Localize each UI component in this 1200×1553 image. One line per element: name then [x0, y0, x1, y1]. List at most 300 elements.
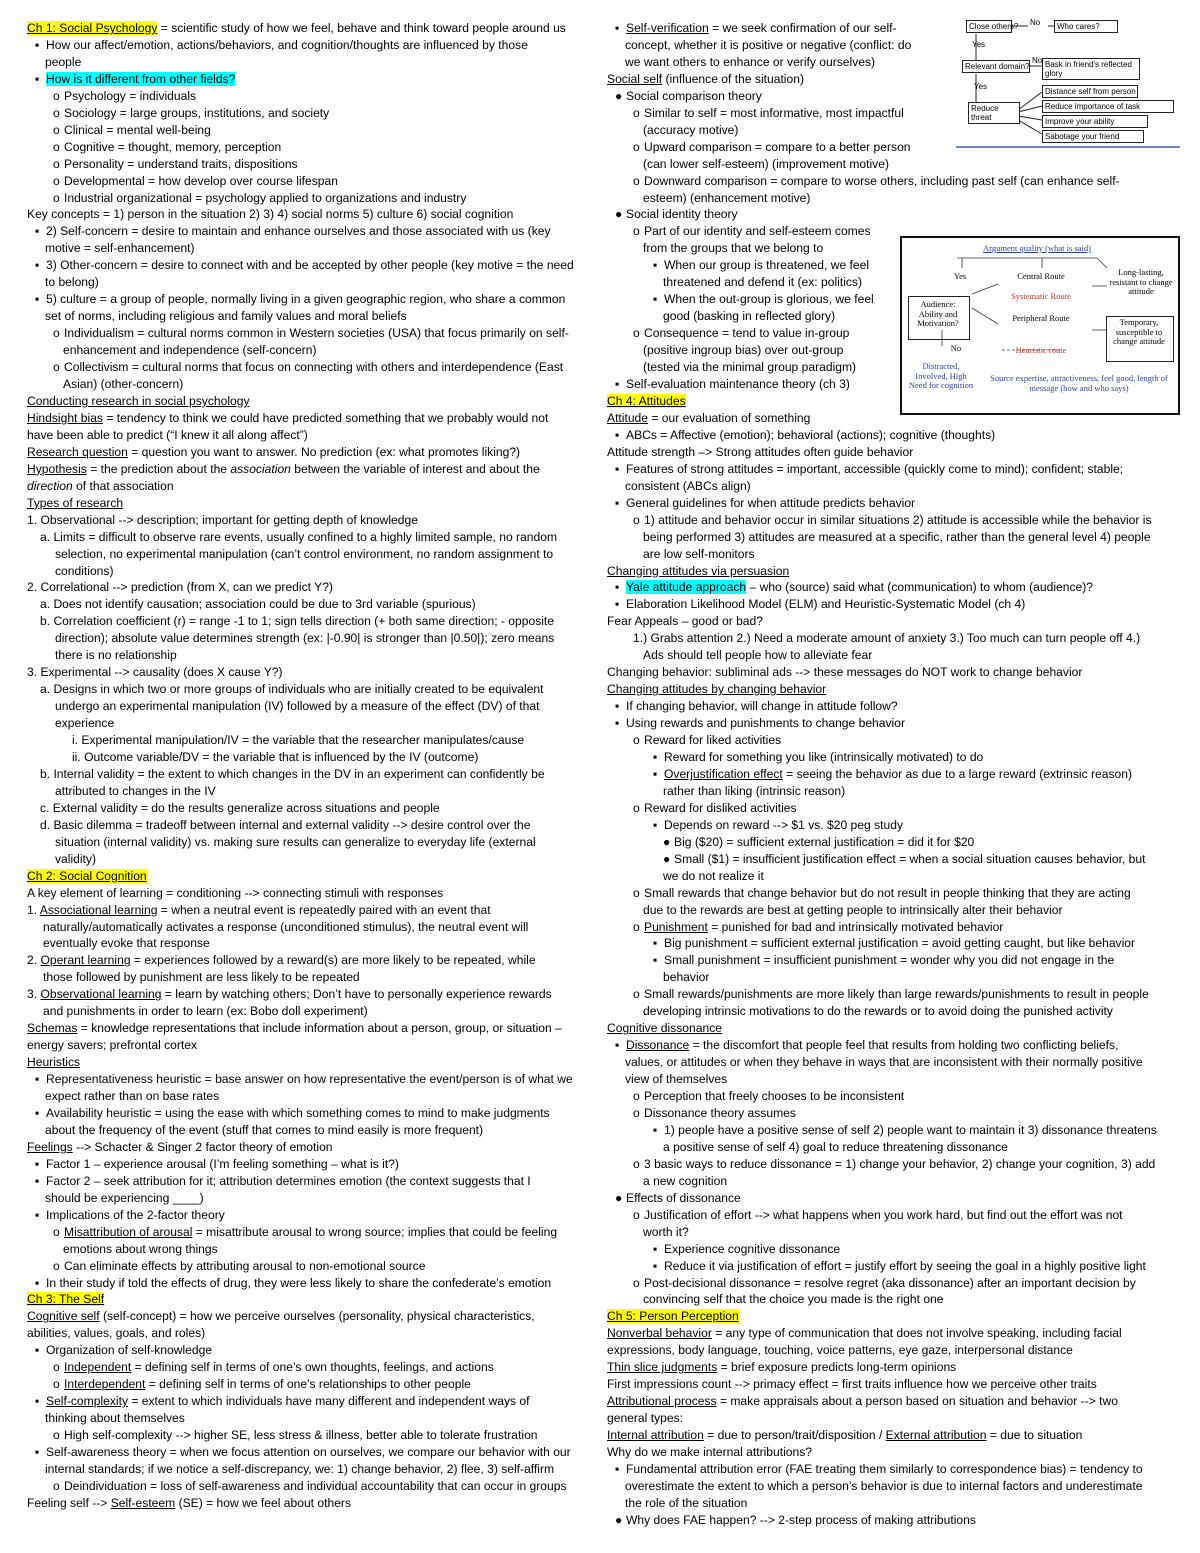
left-line [27, 596, 595, 613]
text-segment: = the discomfort that people feel that results from holding two conflicting beliefs, [689, 1038, 1119, 1053]
text-segment: Reduce it via justification of effort = justify effort by seeing the goal in a highly positive light [664, 1258, 1146, 1273]
left-line [27, 393, 595, 410]
left-line [27, 885, 595, 902]
bullet-icon: ▪ [615, 597, 620, 612]
text-segment: ABCs = Affective (emotion); behavioral (actions); cognitive (thoughts) [626, 427, 996, 442]
bullet-icon: o [53, 360, 60, 375]
text-segment: 5) culture = a group of people, normally living in a given geographic region, who share a common [46, 292, 566, 307]
bullet-icon: o [633, 733, 640, 748]
left-line [27, 1139, 595, 1156]
audience-label: Audience: Ability and Motivation? [917, 299, 959, 328]
text-segment: Small rewards that change behavior but do not result in people thinking that they are acting [644, 885, 1131, 900]
right-line [607, 681, 1177, 698]
text-segment: Factor 2 – seek attribution for it; attribution determines emotion (the context suggests that I [46, 1173, 531, 1188]
right-line [607, 1359, 1177, 1376]
left-line [27, 613, 595, 630]
text-segment: thinking about themselves [45, 1411, 185, 1426]
text-segment: a new cognition [643, 1173, 728, 1188]
text-segment: about the frequency of the event (stuff that comes to mind easily is more frequent) [45, 1122, 484, 1137]
text-segment: 1. Observational --> description; important for getting depth of knowledge [27, 512, 418, 527]
left-line [27, 698, 595, 715]
bullet-icon: o [633, 1106, 640, 1120]
emphasized-text: Ch 5: Person Perception [607, 1309, 739, 1324]
emphasized-text: Punishment [644, 919, 708, 934]
left-line [27, 1376, 595, 1393]
text-segment: 1.) Grabs attention 2.) Need a moderate amount of anxiety 3.) Too much can turn people off 4.) [633, 631, 1141, 646]
bullet-icon: o [633, 1207, 640, 1222]
text-segment: we do not realize it [663, 868, 764, 883]
who-cares-box: Who cares? [1054, 20, 1118, 33]
left-line [27, 1308, 595, 1325]
text-segment: rather than liking (intrinsic reason) [663, 783, 846, 798]
emphasized-text: Hypothesis [27, 461, 87, 476]
emphasized-text: Overjustification effect [664, 766, 783, 781]
distracted-label: Distracted, Involved, High Need for cognition [908, 361, 974, 390]
bullet-icon: o [633, 1089, 640, 1104]
left-line [27, 20, 595, 37]
left-line [27, 105, 595, 122]
right-line [607, 1342, 1177, 1359]
text-segment: should be experiencing ____) [45, 1190, 204, 1205]
right-line [607, 647, 1177, 664]
bullet-icon: ▪ [35, 37, 40, 52]
right-line [607, 1291, 1177, 1308]
text-segment: i. Experimental manipulation/IV = the variable that the researcher manipulates/cause [72, 733, 525, 748]
left-line [27, 817, 595, 834]
text-segment: General guidelines for when attitude predicts behavior [626, 495, 916, 510]
text-segment: ii. Outcome variable/DV = the variable that is influenced by the IV (outcome) [72, 749, 479, 764]
left-line [27, 1003, 595, 1020]
text-segment: (SE) = how we feel about others [175, 1495, 352, 1510]
bullet-icon: ▪ [615, 1462, 620, 1477]
text-segment: c. External validity = do the results generalize across situations and people [40, 800, 440, 815]
left-line [27, 1173, 595, 1190]
text-segment: Justification of effort --> what happens when you work hard, but find out the effort was not [644, 1207, 1123, 1222]
text-segment: Feeling self --> [27, 1495, 111, 1510]
bullet-icon: o [53, 1224, 60, 1239]
bullet-icon: o [53, 105, 60, 120]
left-line [27, 139, 595, 156]
left-line [27, 952, 595, 969]
left-line [27, 1207, 595, 1224]
yes-label: Yes [972, 40, 986, 49]
text-segment: (accuracy motive) [643, 122, 739, 137]
text-segment: people [45, 54, 82, 69]
text-segment: direction); absolute value determines strength (ex: |-0.90| is stronger than |0.50|); zero means [55, 631, 555, 646]
left-line [27, 308, 595, 325]
text-segment: are low self-monitors [643, 546, 755, 561]
bullet-icon: ▪ [35, 1106, 40, 1120]
right-line [607, 1139, 1177, 1156]
left-line [27, 902, 595, 919]
right-line [607, 817, 1177, 834]
left-line [27, 766, 595, 783]
left-line [27, 851, 595, 868]
right-line [607, 190, 1177, 207]
right-line [607, 952, 1177, 969]
right-line [607, 969, 1177, 986]
text-segment: Can eliminate effects by attributing arousal to non-emotional source [64, 1258, 426, 1273]
bullet-icon: ▪ [615, 461, 620, 476]
emphasized-text: Attitude [607, 410, 649, 425]
left-line [27, 240, 595, 257]
text-segment: How our affect/emotion, actions/behaviors, and cognition/thoughts are influenced by those [46, 37, 528, 52]
right-line [607, 1054, 1177, 1071]
text-segment: validity) [55, 851, 96, 866]
bullet-icon: ▪ [35, 1343, 40, 1358]
right-line [607, 461, 1177, 478]
emphasized-text: Hindsight bias [27, 410, 103, 425]
bullet-icon: ▪ [615, 427, 620, 442]
no-label-2: No [1032, 56, 1043, 65]
right-line [607, 1190, 1177, 1207]
left-line [27, 1071, 595, 1088]
text-segment: view of themselves [625, 1072, 728, 1087]
left-line [27, 495, 595, 512]
left-line [27, 512, 595, 529]
text-segment: 3. [27, 987, 41, 1002]
option-importance-box: Reduce importance of task [1042, 100, 1174, 113]
bullet-icon: o [633, 885, 640, 900]
left-line [27, 173, 595, 190]
bullet-icon: o [633, 173, 640, 188]
text-segment: If changing behavior, will change in attitude follow? [626, 699, 898, 714]
text-segment: Asian) (other-concern) [63, 377, 184, 392]
text-segment: Dissonance theory assumes [644, 1106, 796, 1120]
left-line [27, 868, 595, 885]
text-segment: values, or attitudes or when they behave in ways that are inconsistent with their normally positive [625, 1055, 1143, 1070]
bullet-icon: ▪ [615, 1038, 620, 1053]
right-line [607, 715, 1177, 732]
right-line [607, 1444, 1177, 1461]
text-segment: First impressions count --> primacy effect = first traits influence how we perceive other traits [607, 1377, 1097, 1392]
left-line [27, 1190, 595, 1207]
left-line [27, 664, 595, 681]
text-segment: (can lower self-esteem) (improvement motive) [643, 156, 889, 171]
emphasized-text: Research question [27, 444, 128, 459]
right-line [607, 206, 1177, 223]
text-segment: emotions about wrong things [63, 1241, 218, 1256]
peripheral-route-label: Peripheral Route [1012, 313, 1070, 323]
text-segment: Industrial organizational = psychology applied to organizations and industry [64, 190, 467, 205]
text-segment: Experience cognitive dissonance [664, 1241, 841, 1256]
emphasized-text: Yale attitude approach [626, 580, 747, 595]
bullet-icon: ▪ [35, 292, 40, 307]
left-line [27, 834, 595, 851]
left-line [27, 190, 595, 207]
right-line [607, 732, 1177, 749]
bullet-icon: ▪ [615, 21, 620, 35]
text-segment: Using rewards and punishments to change behavior [626, 716, 905, 731]
text-segment: naturally/automatically activates a response (unconditioned stimulus), the neutral event will [43, 919, 529, 934]
emphasized-text: association [230, 461, 291, 476]
right-line [607, 834, 1177, 851]
bullet-icon: ▪ [35, 258, 40, 273]
right-line [607, 935, 1177, 952]
text-segment: = misattribute arousal to wrong source; implies that could be feeling [192, 1224, 558, 1239]
right-line [607, 1224, 1177, 1241]
bullet-icon: o [53, 122, 60, 137]
emphasized-text: Ch 2: Social Cognition [27, 868, 147, 883]
right-line [607, 1461, 1177, 1478]
text-segment: conditions) [55, 563, 114, 578]
left-line [27, 935, 595, 952]
bullet-icon: ▪ [653, 1122, 658, 1137]
text-segment: Big ($20) = sufficient external justification = did it for $20 [674, 834, 975, 849]
emphasized-text: Heuristics [27, 1055, 81, 1070]
right-line [607, 1003, 1177, 1020]
bullet-icon: ▪ [615, 580, 620, 595]
left-line [27, 1122, 595, 1139]
text-segment: = we seek confirmation of our self- [708, 21, 897, 35]
emphasized-text: Dissonance [626, 1038, 690, 1053]
text-segment: Availability heuristic = using the ease with which something comes to mind to make judgments [46, 1106, 550, 1120]
text-segment: motive = self-enhancement) [45, 241, 195, 256]
text-segment: Self-evaluation maintenance theory (ch 3) [626, 377, 850, 392]
emphasized-text: Observational learning [40, 987, 162, 1002]
right-line [607, 664, 1177, 681]
text-segment: Attitude strength –> Strong attitudes often guide behavior [607, 444, 914, 459]
text-segment: experience [55, 716, 115, 731]
text-segment: = any type of communication that does not involve speaking, including facial [711, 1326, 1122, 1341]
text-segment: When our group is threatened, we feel [664, 258, 870, 273]
right-line [607, 1512, 1177, 1529]
right-line [607, 156, 1177, 173]
text-segment: Part of our identity and self-esteem comes [644, 224, 871, 239]
right-line [607, 495, 1177, 512]
left-line [27, 1258, 595, 1275]
text-segment: d. Basic dilemma = tradeoff between internal and external validity --> desire control over the [40, 817, 531, 832]
right-line [607, 1275, 1177, 1292]
left-line [27, 630, 595, 647]
emphasized-text: How is it different from other fields? [46, 71, 236, 86]
text-segment: the role of the situation [625, 1495, 748, 1510]
text-segment: b. Correlation coefficient (r) = range -1 to 1; sign tells direction (+ both same direction; - opposite [40, 614, 555, 629]
right-line [607, 1308, 1177, 1325]
text-segment: = make appraisals about a person based on situation and behavior --> two [716, 1394, 1118, 1409]
left-line [27, 257, 595, 274]
text-segment: Why do we make internal attributions? [607, 1445, 813, 1460]
right-line [607, 427, 1177, 444]
bullet-icon: o [633, 224, 640, 239]
left-line [27, 427, 595, 444]
left-line [27, 1495, 595, 1512]
left-line [27, 156, 595, 173]
bullet-icon: o [53, 190, 60, 205]
source-factors-label: Source expertise, attractiveness, feel good, length of message (how and who says) [990, 373, 1168, 393]
left-line [27, 223, 595, 240]
left-line [27, 1427, 595, 1444]
emphasized-text: Thin slice judgments [607, 1360, 718, 1375]
bask-box: Bask in friend's reflected glory [1042, 58, 1140, 80]
right-line [607, 1478, 1177, 1495]
left-line [27, 342, 595, 359]
right-line [607, 1258, 1177, 1275]
left-line [27, 122, 595, 139]
bullet-icon: ▪ [615, 495, 620, 510]
bullet-icon: ▪ [653, 292, 658, 307]
emphasized-text: Self-complexity [46, 1394, 128, 1409]
right-line [607, 1071, 1177, 1088]
right-line [607, 444, 1177, 461]
text-segment: = learn by watching others; Don’t have to personally experience rewards [161, 987, 552, 1002]
text-segment: behavior [663, 970, 710, 985]
right-line [607, 1122, 1177, 1139]
bullet-icon: ● [615, 1512, 623, 1527]
text-segment: 1) people have a positive sense of self 2) people want to maintain it 3) dissonance threatens [664, 1122, 1157, 1137]
bullet-icon: ▪ [653, 817, 658, 832]
text-segment: situation (internal validity) vs. making sure results can generalize to everyday life (external [55, 834, 536, 849]
text-segment: (tested via the minimal group paradigm) [643, 360, 857, 375]
text-segment: = punished for bad and intrinsically motivated behavior [707, 919, 1004, 934]
temporary-label: Temporary, susceptible to change attitude [1113, 317, 1165, 346]
text-segment: overestimate the extent to which a person’s behavior is due to internal factors and underestimate [625, 1478, 1143, 1493]
text-segment: convincing self that the choice you made is the right one [643, 1292, 944, 1307]
text-segment: worth it? [643, 1224, 689, 1239]
argument-quality-label: Argument quality (what is said) [983, 243, 1091, 253]
left-line [27, 1461, 595, 1478]
text-segment: b. Internal validity = the extent to which changes in the DV in an experiment can confidently be [40, 766, 545, 781]
bullet-icon: ● [663, 834, 671, 849]
no-label: No [1030, 18, 1041, 27]
text-segment: enhancement and independence (self-concern) [63, 343, 317, 358]
text-segment: undergo an experimental manipulation (IV) followed by a measure of the effect (DV) of that [55, 699, 540, 714]
text-segment: (self-concept) = how we perceive ourselves (personality, physical characteristics, [99, 1309, 535, 1324]
text-segment: a. Does not identify causation; association could be due to 3rd variable (spurious) [40, 597, 476, 612]
text-segment: (influence of the situation) [662, 71, 804, 86]
left-line [27, 1342, 595, 1359]
left-line [27, 546, 595, 563]
text-segment: When the out-group is glorious, we feel [664, 292, 874, 307]
text-segment: --> Schacter & Singer 2 factor theory of emotion [72, 1139, 333, 1154]
left-line [27, 1037, 595, 1054]
bullet-icon: ▪ [35, 1445, 40, 1460]
bullet-icon: ▪ [35, 1156, 40, 1171]
emphasized-text: Ch 1: Social Psychology [27, 21, 158, 35]
text-segment: 3 basic ways to reduce dissonance = 1) change your behavior, 2) change your cognition, 3) add [644, 1156, 1156, 1171]
left-line [27, 919, 595, 936]
left-line [27, 1410, 595, 1427]
bullet-icon: o [53, 1360, 60, 1375]
text-segment: energy savers; prefrontal cortex [27, 1038, 198, 1053]
text-segment: expect rather than on base rates [45, 1089, 220, 1104]
left-line [27, 1054, 595, 1071]
bullet-icon: ▪ [653, 749, 658, 764]
left-line [27, 291, 595, 308]
text-segment: 3. Experimental --> causality (does X cause Y?) [27, 665, 283, 680]
right-line [607, 1173, 1177, 1190]
text-segment: selection, no experimental manipulation (can’t control environment, no random assignment to [55, 546, 554, 561]
text-segment: being performed 3) attitudes are measured at a specific, rather than the general level 4) people [643, 529, 1151, 544]
right-line [607, 902, 1177, 919]
left-line [27, 478, 595, 495]
text-segment: Social identity theory [626, 207, 738, 222]
left-line [27, 986, 595, 1003]
bullet-icon: ▪ [615, 699, 620, 714]
text-segment: Reward for something you like (intrinsically motivated) to do [664, 749, 984, 764]
left-line [27, 529, 595, 546]
emphasized-text: Schemas [27, 1021, 78, 1036]
right-line [607, 1207, 1177, 1224]
text-segment: Factor 1 – experience arousal (I’m feeling something – what is it?) [46, 1156, 399, 1171]
left-line [27, 71, 595, 88]
text-segment: Representativeness heuristic = base answer on how representative the event/person is of what we [46, 1072, 573, 1087]
right-line [607, 783, 1177, 800]
emphasized-text: Operant learning [40, 953, 131, 968]
text-segment: attributed to changes in the IV [55, 783, 216, 798]
text-segment: = brief exposure predicts long-term opinions [717, 1360, 957, 1375]
right-line [607, 1495, 1177, 1512]
bullet-icon: ▪ [653, 1258, 658, 1273]
bullet-icon: ▪ [35, 1072, 40, 1087]
bullet-icon: o [633, 800, 640, 815]
text-segment: Changing behavior: subliminal ads --> these messages do NOT work to change behavior [607, 665, 1083, 680]
text-segment: set of norms, including religious and family values and moral beliefs [45, 309, 407, 324]
right-line [607, 1020, 1177, 1037]
text-segment: esteem) (enhancement motive) [643, 190, 811, 205]
bullet-icon: ▪ [35, 71, 40, 86]
emphasized-text: Ch 4: Attitudes [607, 393, 686, 408]
left-line [27, 1224, 595, 1241]
text-segment: Key concepts = 1) person in the situation 2) 3) 4) social norms 5) culture 6) social cognition [27, 207, 514, 222]
text-segment: Big punishment = sufficient external justification = avoid getting caught, but like behavior [664, 936, 1136, 951]
yes-label-2: Yes [974, 82, 988, 91]
emphasized-text: direction [27, 478, 73, 493]
option-sabotage-box: Sabotage your friend [1042, 130, 1144, 143]
relevant-domain-box: Relevant domain? [962, 60, 1030, 73]
left-line [27, 1020, 595, 1037]
text-segment: a. Limits = difficult to observe rare events, usually confined to a highly limited sample, no random [40, 529, 558, 544]
right-line [607, 986, 1177, 1003]
bullet-icon: ▪ [35, 224, 40, 239]
text-segment: Implications of the 2-factor theory [46, 1207, 225, 1222]
right-line [607, 1088, 1177, 1105]
text-segment: Small rewards/punishments are more likely than large rewards/punishments to result in people [644, 987, 1149, 1002]
left-line [27, 410, 595, 427]
right-line [607, 1376, 1177, 1393]
right-line [607, 613, 1177, 630]
left-line [27, 444, 595, 461]
right-line [607, 1393, 1177, 1410]
emphasized-text: Attributional process [607, 1394, 717, 1409]
right-line [607, 885, 1177, 902]
bullet-icon: o [633, 1156, 640, 1171]
option-distance-box: Distance self from person [1042, 85, 1138, 98]
text-segment: = when a neutral event is repeatedly paired with an event that [157, 902, 491, 917]
emphasized-text: Associational learning [39, 902, 158, 917]
bullet-icon: ▪ [653, 936, 658, 951]
text-segment: a. Designs in which two or more groups of individuals who are initially created to be equivalent [40, 682, 544, 697]
bullet-icon: o [53, 326, 60, 341]
left-line [27, 1444, 595, 1461]
text-segment: Perception that freely chooses to be inconsistent [644, 1089, 905, 1104]
right-line [607, 919, 1177, 936]
left-line [27, 563, 595, 580]
text-segment: 2. Correlational --> prediction (from X, can we predict Y?) [27, 580, 333, 595]
text-segment: 2. [27, 953, 41, 968]
bullet-icon: ▪ [653, 766, 658, 781]
text-segment: Psychology = individuals [64, 88, 197, 103]
right-line [607, 529, 1177, 546]
text-segment: Post-decisional dissonance = resolve regret (aka dissonance) after an important decision by [644, 1275, 1136, 1290]
right-line [607, 478, 1177, 495]
left-line [27, 749, 595, 766]
left-line [27, 1275, 595, 1292]
text-segment: = tendency to think we could have predicted something that we probably would not [102, 410, 549, 425]
text-segment: = our evaluation of something [648, 410, 811, 425]
text-segment: good (basking in reflected glory) [663, 309, 836, 324]
left-line [27, 1478, 595, 1495]
